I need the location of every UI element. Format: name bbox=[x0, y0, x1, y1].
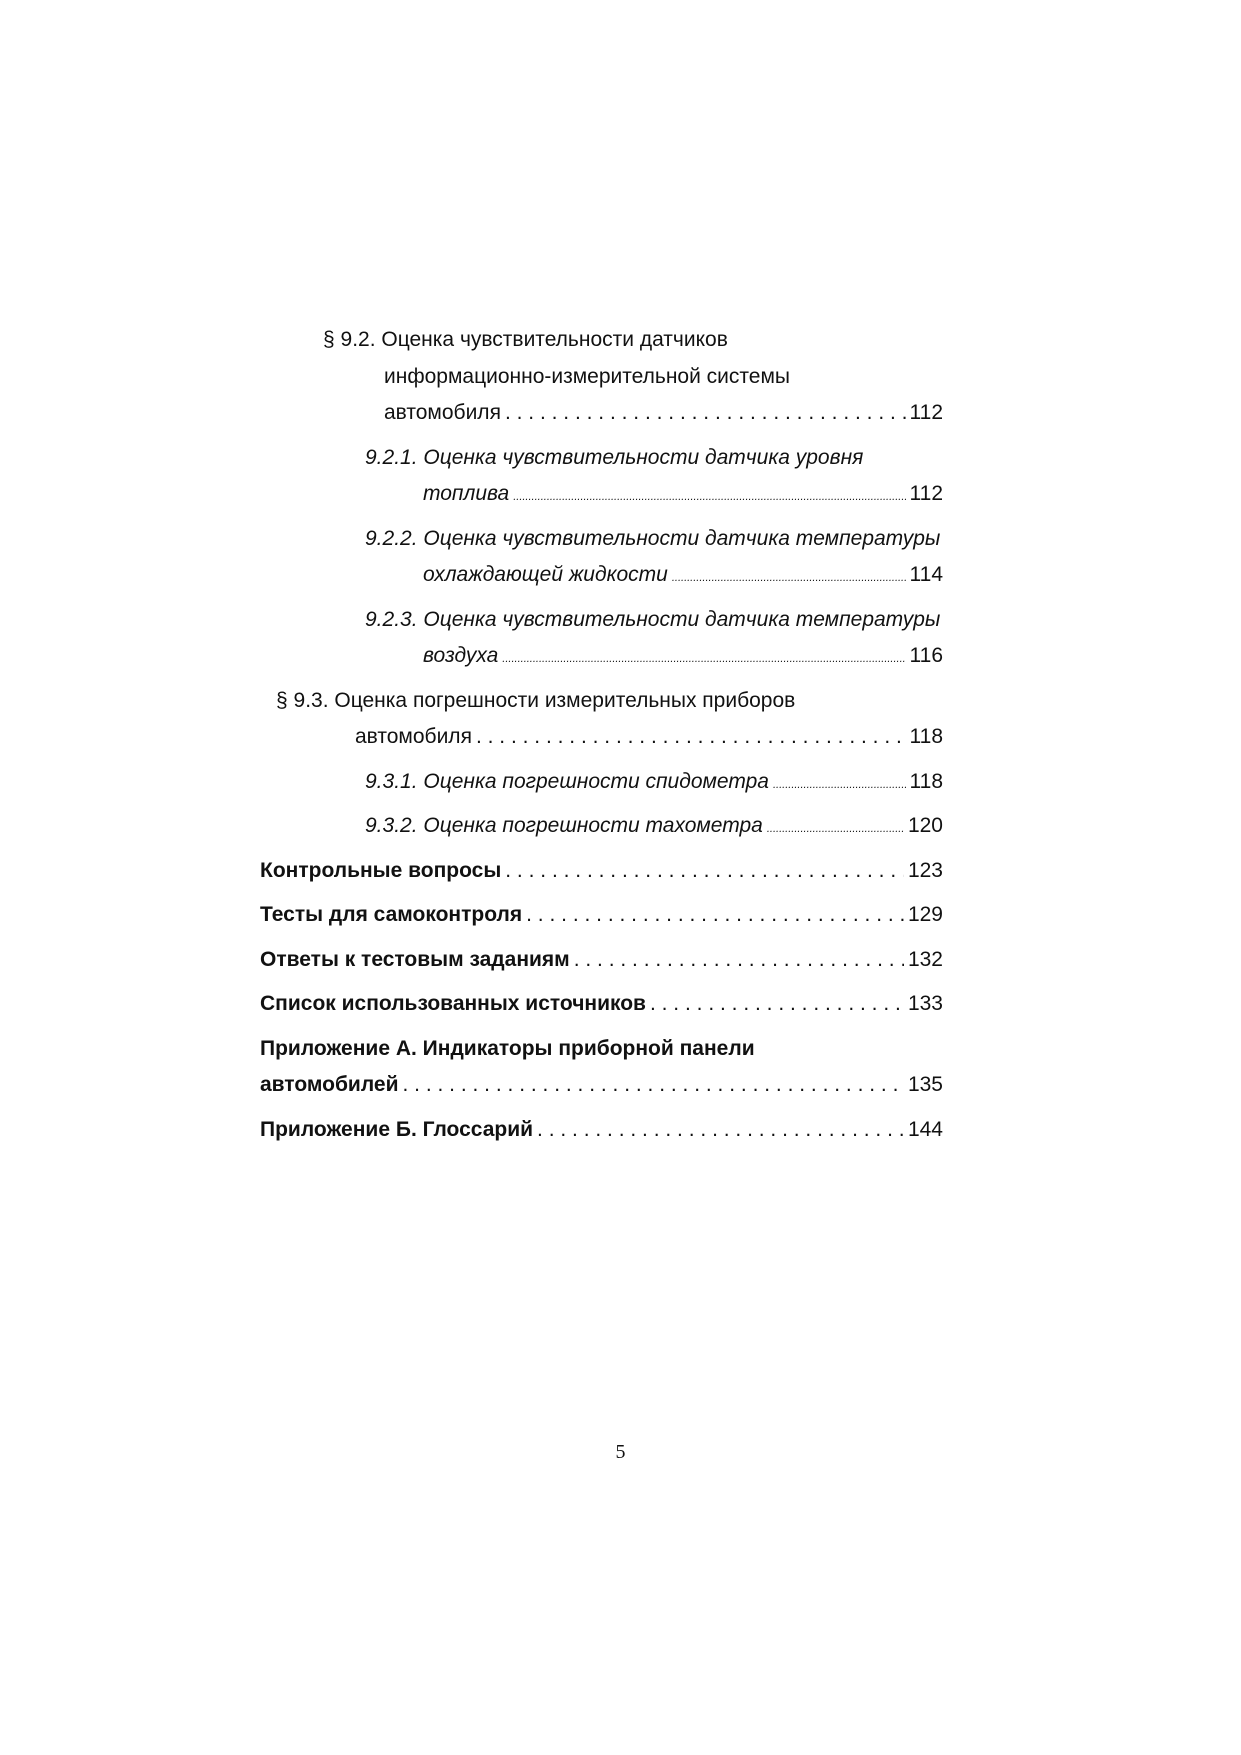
page-ref: 118 bbox=[909, 725, 943, 748]
toc-entry-9-2-1[interactable] bbox=[260, 440, 943, 513]
toc-entry-title: § 9.3. Оценка погрешности измерительных приборов bbox=[276, 688, 796, 712]
toc-entry-last-line bbox=[260, 986, 943, 1023]
toc-entry-9-2[interactable] bbox=[260, 322, 943, 432]
toc-entry-title: § 9.2. Оценка чувствительности датчиков bbox=[323, 328, 728, 351]
dot-leader bbox=[537, 1112, 904, 1149]
toc-entry-references[interactable] bbox=[260, 986, 943, 1023]
toc-entry-title: Контрольные вопросы bbox=[260, 858, 502, 882]
toc-entry-appendix-b[interactable] bbox=[260, 1112, 943, 1149]
dot-leader bbox=[513, 476, 905, 516]
toc-entry-last-line bbox=[260, 1112, 943, 1149]
dot-leader bbox=[505, 395, 906, 432]
toc-entry-title-end: автомобиля bbox=[384, 401, 501, 424]
toc-entry-title: Список использованных источников bbox=[260, 992, 646, 1015]
toc-entry-last-line bbox=[260, 638, 943, 675]
toc-entry-control-questions[interactable] bbox=[260, 853, 943, 890]
page-ref: 114 bbox=[909, 563, 943, 586]
toc-entry-last-line bbox=[260, 395, 943, 432]
dot-leader bbox=[526, 897, 904, 934]
toc-entry-last-line bbox=[260, 853, 943, 890]
dot-leader bbox=[767, 808, 904, 848]
toc-entry-title-continued: информационно-измерительной системы bbox=[384, 364, 790, 388]
page-ref: 120 bbox=[907, 814, 943, 837]
page-ref: 118 bbox=[909, 769, 943, 793]
toc-entry-title: Приложение А. Индикаторы приборной панели bbox=[260, 1036, 755, 1060]
dot-leader bbox=[650, 986, 904, 1023]
page-ref: 135 bbox=[907, 1073, 943, 1096]
page-ref: 116 bbox=[909, 644, 943, 667]
toc-entry-self-tests[interactable] bbox=[260, 897, 943, 934]
page-ref: 133 bbox=[907, 992, 943, 1015]
toc-entry-last-line bbox=[260, 557, 943, 594]
toc-entry-9-3-1[interactable] bbox=[260, 764, 943, 801]
dot-leader bbox=[505, 853, 904, 890]
toc-entry-last-line bbox=[260, 719, 943, 756]
toc-entry-last-line bbox=[260, 476, 943, 513]
toc-entry-title: 9.3.1. Оценка погрешности спидометра bbox=[365, 769, 769, 793]
dot-leader bbox=[574, 942, 904, 979]
page-ref: 112 bbox=[909, 482, 943, 505]
toc-entry-9-3-2[interactable] bbox=[260, 808, 943, 845]
page-ref: 112 bbox=[909, 401, 943, 424]
toc-entry-title: Тесты для самоконтроля bbox=[260, 903, 523, 926]
toc-entry-title-end: топлива bbox=[423, 482, 510, 505]
toc-entry-answers[interactable] bbox=[260, 942, 943, 979]
dot-leader bbox=[476, 719, 906, 756]
toc-entry-appendix-a[interactable] bbox=[260, 1031, 943, 1104]
page-ref: 144 bbox=[907, 1117, 943, 1141]
toc-entry-9-2-3[interactable] bbox=[260, 602, 943, 675]
page-ref: 132 bbox=[907, 947, 943, 971]
toc-entry-title-end: воздуха bbox=[423, 644, 499, 667]
toc-entry-title: 9.2.3. Оценка чувствительности датчика температуры bbox=[365, 607, 941, 631]
table-of-contents bbox=[260, 322, 943, 1148]
page-ref: 123 bbox=[907, 858, 943, 882]
dot-leader bbox=[672, 557, 906, 597]
toc-entry-last-line bbox=[260, 1067, 943, 1104]
toc-entry-title: 9.2.1. Оценка чувствительности датчика уровня bbox=[365, 445, 864, 469]
toc-entry-last-line bbox=[260, 764, 943, 801]
dot-leader bbox=[403, 1067, 904, 1104]
dot-leader bbox=[502, 638, 905, 678]
toc-entry-title: 9.3.2. Оценка погрешности тахометра bbox=[365, 814, 763, 837]
toc-entry-title: 9.2.2. Оценка чувствительности датчика температуры bbox=[365, 526, 941, 550]
toc-entry-title-end: автомобиля bbox=[355, 725, 472, 748]
page-ref: 129 bbox=[907, 903, 943, 926]
dot-leader bbox=[773, 764, 906, 804]
toc-entry-last-line bbox=[260, 942, 943, 979]
toc-entry-title: Приложение Б. Глоссарий bbox=[260, 1117, 534, 1141]
toc-entry-title-end: автомобилей bbox=[260, 1073, 399, 1096]
toc-entry-title: Ответы к тестовым заданиям bbox=[260, 947, 570, 971]
toc-entry-title-end: охлаждающей жидкости bbox=[423, 563, 668, 586]
toc-entry-9-2-2[interactable] bbox=[260, 521, 943, 594]
toc-entry-9-3[interactable] bbox=[260, 683, 943, 756]
toc-entry-last-line bbox=[260, 808, 943, 845]
page-number: 5 bbox=[615, 1441, 626, 1463]
toc-entry-last-line bbox=[260, 897, 943, 934]
